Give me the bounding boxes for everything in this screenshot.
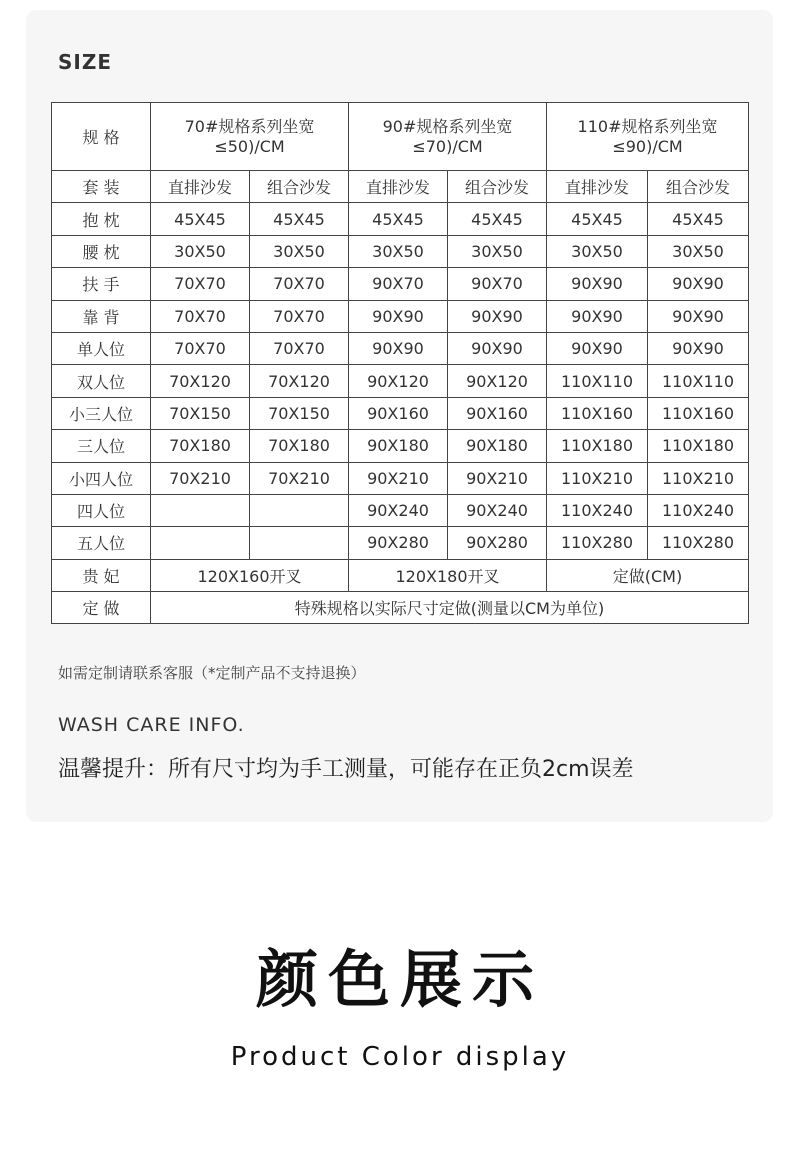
row-label: 腰 枕 [52,235,151,267]
size-cell: 30X50 [250,235,349,267]
custom-cell: 特殊规格以实际尺寸定做(测量以CM为单位) [151,592,749,624]
size-cell: 90X70 [448,268,547,300]
group-header-90 [349,103,547,171]
row-label: 双人位 [52,365,151,397]
subheader-row [52,171,749,203]
subheader-cell: 直排沙发 [151,171,250,203]
size-cell: 70X150 [151,397,250,429]
table-row [52,300,749,332]
table-row [52,462,749,494]
custom-row [52,592,749,624]
size-cell: 90X280 [349,527,448,559]
size-cell [250,527,349,559]
size-cell: 90X240 [349,494,448,526]
size-cell: 45X45 [648,203,749,235]
size-cell: 90X210 [349,462,448,494]
color-section-subtitle: Product Color display [230,1042,570,1072]
size-cell: 70X120 [151,365,250,397]
table-row [52,430,749,462]
group-header-line: ≤50)/CM [214,136,285,156]
spec-label: 规 格 [52,103,151,171]
size-cell: 90X120 [448,365,547,397]
size-cell: 90X70 [349,268,448,300]
size-table [51,102,749,624]
row-label: 定 做 [52,592,151,624]
size-cell: 70X180 [250,430,349,462]
size-cell: 90X90 [648,332,749,364]
row-label: 扶 手 [52,268,151,300]
size-cell: 70X70 [250,300,349,332]
group-header-line: 110#规格系列坐宽 [577,116,718,136]
size-cell: 110X110 [648,365,749,397]
row-label: 三人位 [52,430,151,462]
size-cell: 45X45 [349,203,448,235]
size-cell: 45X45 [250,203,349,235]
size-cell: 110X160 [547,397,648,429]
size-cell: 45X45 [448,203,547,235]
size-cell: 110X160 [648,397,749,429]
subheader-cell: 组合沙发 [448,171,547,203]
row-label: 五人位 [52,527,151,559]
size-cell: 70X70 [250,332,349,364]
wash-care-text: 温馨提升：所有尺寸均为手工测量，可能存在正负2cm误差 [58,757,634,782]
size-cell: 45X45 [151,203,250,235]
size-cell: 70X70 [151,268,250,300]
size-cell: 90X280 [448,527,547,559]
guifei-row [52,559,749,591]
table-row [52,365,749,397]
row-label: 靠 背 [52,300,151,332]
table-row [52,203,749,235]
size-cell: 90X160 [349,397,448,429]
size-cell: 90X210 [448,462,547,494]
table-row [52,397,749,429]
size-cell: 70X210 [151,462,250,494]
size-cell: 110X210 [648,462,749,494]
size-cell: 70X150 [250,397,349,429]
size-cell: 70X210 [250,462,349,494]
size-cell: 90X120 [349,365,448,397]
size-cell: 30X50 [448,235,547,267]
subheader-cell: 直排沙发 [547,171,648,203]
row-label: 单人位 [52,332,151,364]
size-cell: 90X90 [448,332,547,364]
size-cell: 90X90 [547,332,648,364]
group-header-110 [547,103,749,171]
size-cell [151,527,250,559]
color-section-title: 颜色展示 [255,943,544,1016]
size-cell: 90X90 [547,300,648,332]
table-row [52,235,749,267]
size-cell: 45X45 [547,203,648,235]
row-label: 小三人位 [52,397,151,429]
wash-care-title: WASH CARE INFO. [58,714,245,736]
size-cell: 90X180 [448,430,547,462]
group-header-line: ≤70)/CM [412,136,483,156]
size-cell [151,494,250,526]
size-cell: 70X70 [250,268,349,300]
table-header-row [52,103,749,171]
subheader-cell: 组合沙发 [250,171,349,203]
group-header-line: 90#规格系列坐宽 [382,116,513,136]
size-cell: 110X180 [648,430,749,462]
size-cell: 110X280 [547,527,648,559]
group-header-line: ≤90)/CM [612,136,683,156]
table-row [52,527,749,559]
size-cell: 110X180 [547,430,648,462]
size-cell: 110X110 [547,365,648,397]
size-cell: 30X50 [151,235,250,267]
size-cell: 90X160 [448,397,547,429]
set-label: 套 装 [52,171,151,203]
guifei-cell: 定做(CM) [547,559,749,591]
size-cell: 90X90 [648,300,749,332]
table-row [52,494,749,526]
size-cell: 30X50 [648,235,749,267]
guifei-cell: 120X160开叉 [151,559,349,591]
custom-note: 如需定制请联系客服（*定制产品不支持退换） [58,664,366,682]
size-cell: 110X210 [547,462,648,494]
size-cell: 90X90 [349,332,448,364]
size-cell: 30X50 [547,235,648,267]
subheader-cell: 组合沙发 [648,171,749,203]
size-title: SIZE [58,50,113,74]
group-header-70 [151,103,349,171]
table-row [52,332,749,364]
size-cell: 70X70 [151,300,250,332]
size-cell: 90X90 [547,268,648,300]
size-cell: 110X240 [648,494,749,526]
size-cell: 90X240 [448,494,547,526]
size-cell [250,494,349,526]
size-cell: 70X70 [151,332,250,364]
group-header-line: 70#规格系列坐宽 [184,116,315,136]
table-row [52,268,749,300]
size-cell: 90X90 [648,268,749,300]
row-label: 小四人位 [52,462,151,494]
size-cell: 30X50 [349,235,448,267]
size-cell: 70X120 [250,365,349,397]
size-cell: 110X240 [547,494,648,526]
row-label: 抱 枕 [52,203,151,235]
size-cell: 110X280 [648,527,749,559]
size-cell: 70X180 [151,430,250,462]
row-label: 贵 妃 [52,559,151,591]
guifei-cell: 120X180开叉 [349,559,547,591]
subheader-cell: 直排沙发 [349,171,448,203]
size-cell: 90X90 [448,300,547,332]
size-cell: 90X90 [349,300,448,332]
row-label: 四人位 [52,494,151,526]
size-cell: 90X180 [349,430,448,462]
